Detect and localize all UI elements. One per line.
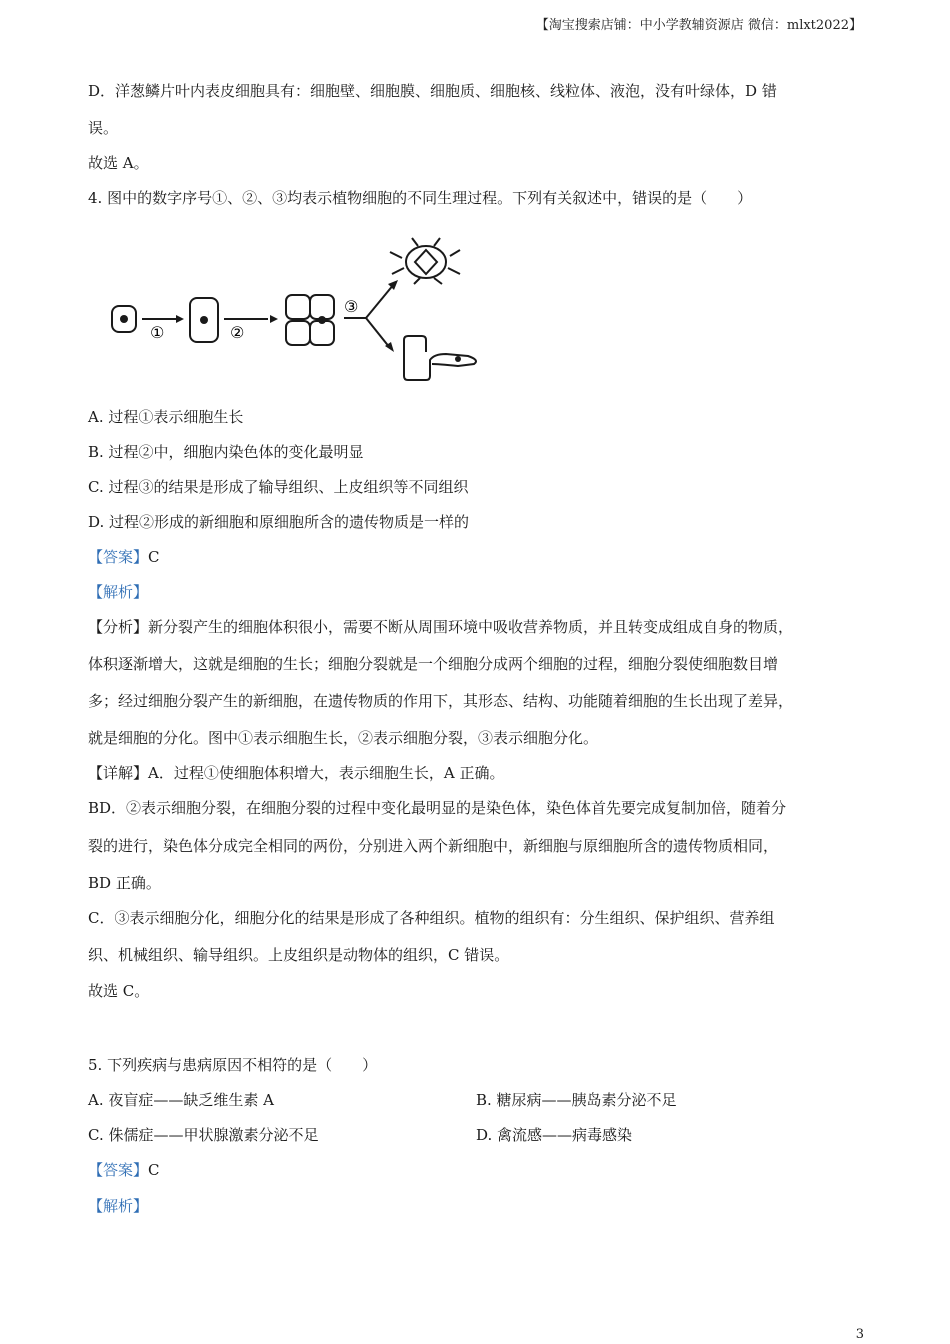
prev-d-line2: 误。 [88, 119, 119, 137]
q4-xiangjie-tag: 【详解】 [88, 764, 149, 782]
page-header: 【淘宝搜索店铺：中小学教辅资源店 微信：mlxt2022】 [535, 18, 862, 33]
process-label-2: ② [230, 323, 245, 342]
q5-answer [88, 1159, 160, 1181]
q4-xiangjie-line [88, 762, 504, 784]
q4-xiangjie-a: A．过程①使细胞体积增大，表示细胞生长，A 正确。 [148, 764, 505, 782]
q4-answer-tag: 【答案】 [88, 548, 149, 566]
q5-stem: 5. 下列疾病与患病原因不相符的是（ ） [88, 1056, 378, 1074]
q4-answer [88, 546, 160, 568]
process-label-3: ③ [344, 297, 359, 316]
prev-d-line1: D．洋葱鳞片叶内表皮细胞具有：细胞壁、细胞膜、细胞质、细胞核、线粒体、液泡，没有叶绿体，D 错 [88, 82, 777, 100]
q4-c-line2: 织、机械组织、输导组织。上皮组织是动物体的组织，C 错误。 [88, 946, 510, 964]
q4-stem: 4. 图中的数字序号①、②、③均表示植物细胞的不同生理过程。下列有关叙述中，错误的是（ ） [88, 189, 753, 207]
q4-option-b: B. 过程②中，细胞内染色体的变化最明显 [88, 443, 364, 461]
q4-fenxi-text1: 新分裂产生的细胞体积很小，需要不断从周围环境中吸收营养物质，并且转变成组成自身的物质， [148, 618, 794, 636]
q4-option-d: D. 过程②形成的新细胞和原细胞所含的遗传物质是一样的 [88, 513, 470, 531]
q4-option-a: A. 过程①表示细胞生长 [88, 408, 244, 426]
divided-cell-2 [310, 295, 334, 319]
q5-answer-tag: 【答案】 [88, 1161, 149, 1179]
q5-analysis-tag: 【解析】 [88, 1197, 149, 1215]
process-label-1: ① [150, 323, 165, 342]
q4-bd-line3: BD 正确。 [88, 874, 161, 892]
q5-option-d: D. 禽流感——病毒感染 [476, 1126, 633, 1144]
q4-fenxi-line4: 就是细胞的分化。图中①表示细胞生长，②表示细胞分裂，③表示细胞分化。 [88, 729, 599, 747]
page-number: 3 [855, 1327, 864, 1342]
q5-answer-value: C [148, 1161, 160, 1179]
q4-bd-line1: BD．②表示细胞分裂，在细胞分裂的过程中变化最明显的是染色体，染色体首先要完成复制加倍，随着分 [88, 799, 787, 817]
q4-fenxi-line2: 体积逐渐增大，这就是细胞的生长；细胞分裂就是一个细胞分成两个细胞的过程，细胞分裂使细胞数目增 [88, 655, 779, 673]
q4-answer-value: C [148, 548, 160, 566]
differentiated-cell-bottom [404, 340, 476, 380]
q5-option-c: C. 侏儒症——甲状腺激素分泌不足 [88, 1126, 319, 1144]
q4-option-c: C. 过程③的结果是形成了输导组织、上皮组织等不同组织 [88, 478, 469, 496]
divided-cell-1 [286, 295, 310, 319]
q4-fenxi-tag: 【分析】 [88, 618, 149, 636]
q4-c-line1: C．③表示细胞分化，细胞分化的结果是形成了各种组织。植物的组织有：分生组织、保护组织、营养组 [88, 909, 775, 927]
divided-cell-4 [310, 321, 334, 345]
q4-analysis-tag: 【解析】 [88, 583, 149, 601]
prev-choose: 故选 A。 [88, 154, 149, 172]
q5-option-b: B. 糖尿病——胰岛素分泌不足 [476, 1091, 677, 1109]
cell-process-diagram [108, 236, 488, 384]
q5-option-a: A. 夜盲症——缺乏维生素 A [88, 1091, 274, 1109]
q4-choose: 故选 C。 [88, 982, 150, 1000]
divided-cell-3 [286, 321, 310, 345]
q4-bd-line2: 裂的进行，染色体分成完全相同的两份，分别进入两个新细胞中，新细胞与原细胞所含的遗传物质相同， [88, 837, 779, 855]
q4-fenxi-line1 [88, 616, 793, 638]
q4-fenxi-line3: 多；经过细胞分裂产生的新细胞，在遗传物质的作用下，其形态、结构、功能随着细胞的生长出现了差异， [88, 692, 794, 710]
